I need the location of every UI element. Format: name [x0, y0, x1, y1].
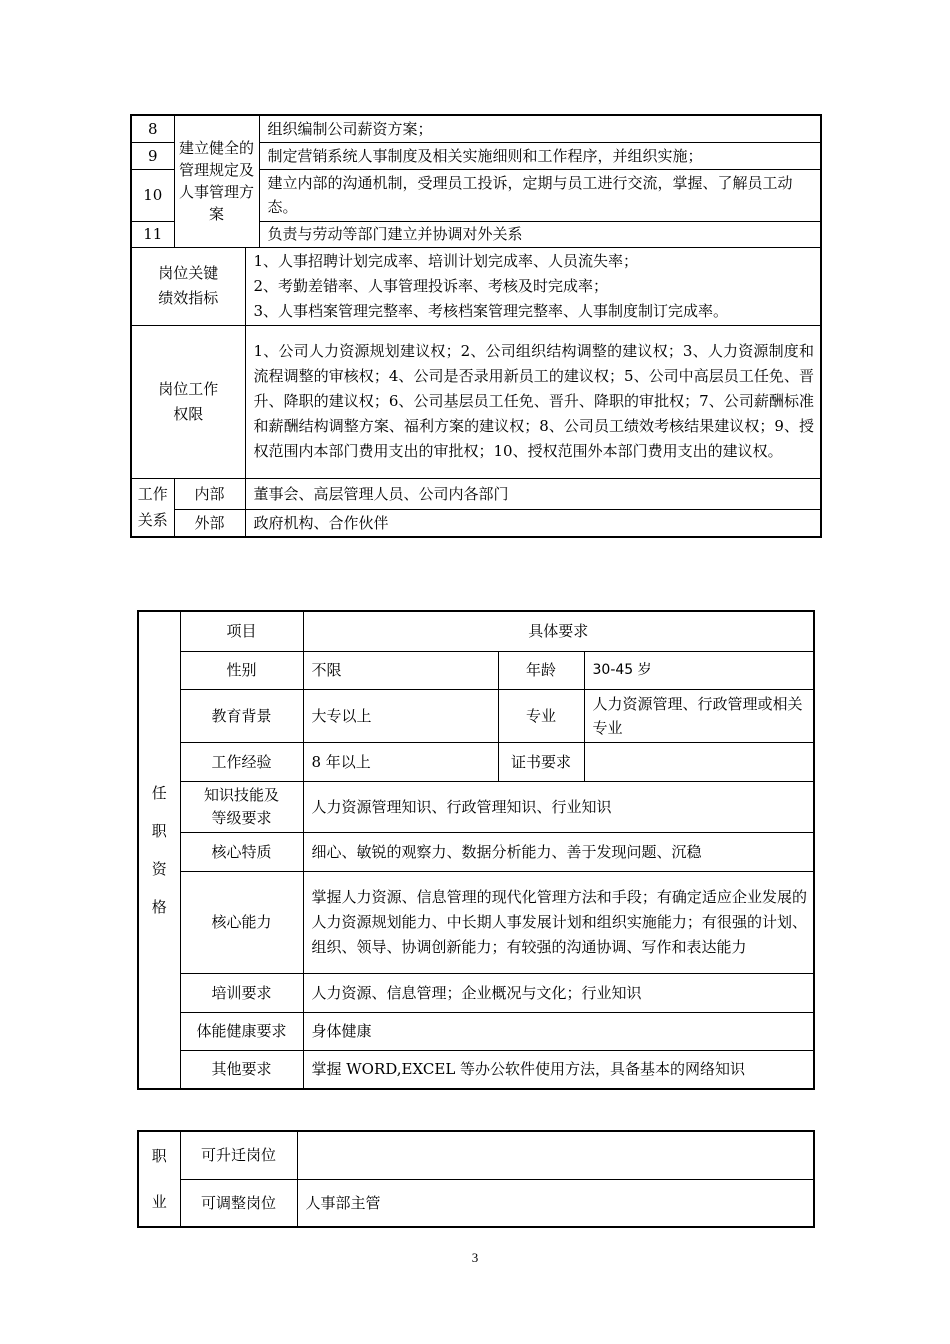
kpi-line: 1、人事招聘计划完成率、培训计划完成率、人员流失率； [253, 251, 639, 270]
qualification-table [137, 610, 815, 1090]
major-value: 人力资源管理、行政管理或相关专业 [584, 689, 814, 742]
training-label: 培训要求 [180, 973, 303, 1012]
ability-label: 核心能力 [180, 871, 303, 973]
gender-value: 不限 [303, 651, 498, 689]
header-requirement: 具体要求 [303, 611, 814, 651]
health-value: 身体健康 [303, 1012, 814, 1050]
major-label: 专业 [498, 689, 584, 742]
other-label: 其他要求 [180, 1050, 303, 1089]
age-label: 年龄 [498, 651, 584, 689]
kpi-line: 3、人事档案管理完整率、考核档案管理完整率、人事制度制订完成率。 [253, 301, 729, 320]
header-item: 项目 [180, 611, 303, 651]
education-value: 大专以上 [303, 689, 498, 742]
career-side-label: 职 业 [138, 1131, 180, 1227]
duty-table [130, 114, 822, 538]
knowledge-label: 知识技能及等级要求 [180, 781, 303, 832]
duty-text: 制定营销系统人事制度及相关实施细则和工作程序，并组织实施； [259, 142, 821, 169]
other-value: 掌握 WORD,EXCEL 等办公软件使用方法，具备基本的网络知识 [303, 1050, 814, 1089]
duty-num: 11 [131, 221, 174, 247]
kpi-label: 岗位关键绩效指标 [131, 247, 245, 325]
duty-text: 负责与劳动等部门建立并协调对外关系 [259, 221, 821, 247]
authority-label: 岗位工作权限 [131, 325, 245, 478]
training-value: 人力资源、信息管理；企业概况与文化；行业知识 [303, 973, 814, 1012]
education-label: 教育背景 [180, 689, 303, 742]
duty-text: 建立内部的沟通机制，受理员工投诉，定期与员工进行交流，掌握、了解员工动态。 [259, 169, 821, 221]
page-number: 3 [471, 1250, 479, 1265]
external-value: 政府机构、合作伙伴 [245, 509, 821, 537]
gender-label: 性别 [180, 651, 303, 689]
knowledge-value: 人力资源管理知识、行政管理知识、行业知识 [303, 781, 814, 832]
internal-value: 董事会、高层管理人员、公司内各部门 [245, 478, 821, 509]
certificate-label: 证书要求 [498, 742, 584, 781]
duty-num: 10 [131, 169, 174, 221]
adjust-label: 可调整岗位 [180, 1179, 297, 1227]
duty-num: 9 [131, 142, 174, 169]
authority-content: 1、公司人力资源规划建议权；2、公司组织结构调整的建议权；3、人力资源制度和流程调整的审核权；4、公司是否录用新员工的建议权；5、公司中高层员工任免、晋升、降职的建议权；6、公司基层员工任免、晋升、降职的审批权；7、公司薪酬标准和薪酬结构调整方案、福利方案的建议权；8、公司员工绩效考核结果建议权；9、授权范围内本部门费用支出的审批权；10、授权范围外本部门费用支出的建议权。 [245, 325, 821, 478]
relation-label: 工作关系 [131, 478, 174, 537]
external-label: 外部 [174, 509, 245, 537]
ability-value: 掌握人力资源、信息管理的现代化管理方法和手段；有确定适应企业发展的人力资源规划能力、中长期人事发展计划和组织实施能力；有很强的计划、组织、领导、协调创新能力；有较强的沟通协调、写作和表达能力 [303, 871, 814, 973]
promote-label: 可升迁岗位 [180, 1131, 297, 1179]
internal-label: 内部 [174, 478, 245, 509]
experience-value: 8 年以上 [303, 742, 498, 781]
duty-group-label: 建立健全的管理规定及人事管理方案 [174, 115, 259, 247]
age-value: 30-45 岁 [584, 651, 814, 689]
duty-num: 8 [131, 115, 174, 142]
adjust-value: 人事部主管 [297, 1179, 814, 1227]
duty-text: 组织编制公司薪资方案； [259, 115, 821, 142]
kpi-content [245, 247, 821, 325]
health-label: 体能健康要求 [180, 1012, 303, 1050]
experience-label: 工作经验 [180, 742, 303, 781]
promote-value [297, 1131, 814, 1179]
trait-value: 细心、敏锐的观察力、数据分析能力、善于发现问题、沉稳 [303, 832, 814, 871]
trait-label: 核心特质 [180, 832, 303, 871]
certificate-value [584, 742, 814, 781]
kpi-line: 2、考勤差错率、人事管理投诉率、考核及时完成率； [253, 276, 609, 295]
career-table [137, 1130, 815, 1228]
qualification-side-label: 任 职 资 格 [138, 611, 180, 1089]
